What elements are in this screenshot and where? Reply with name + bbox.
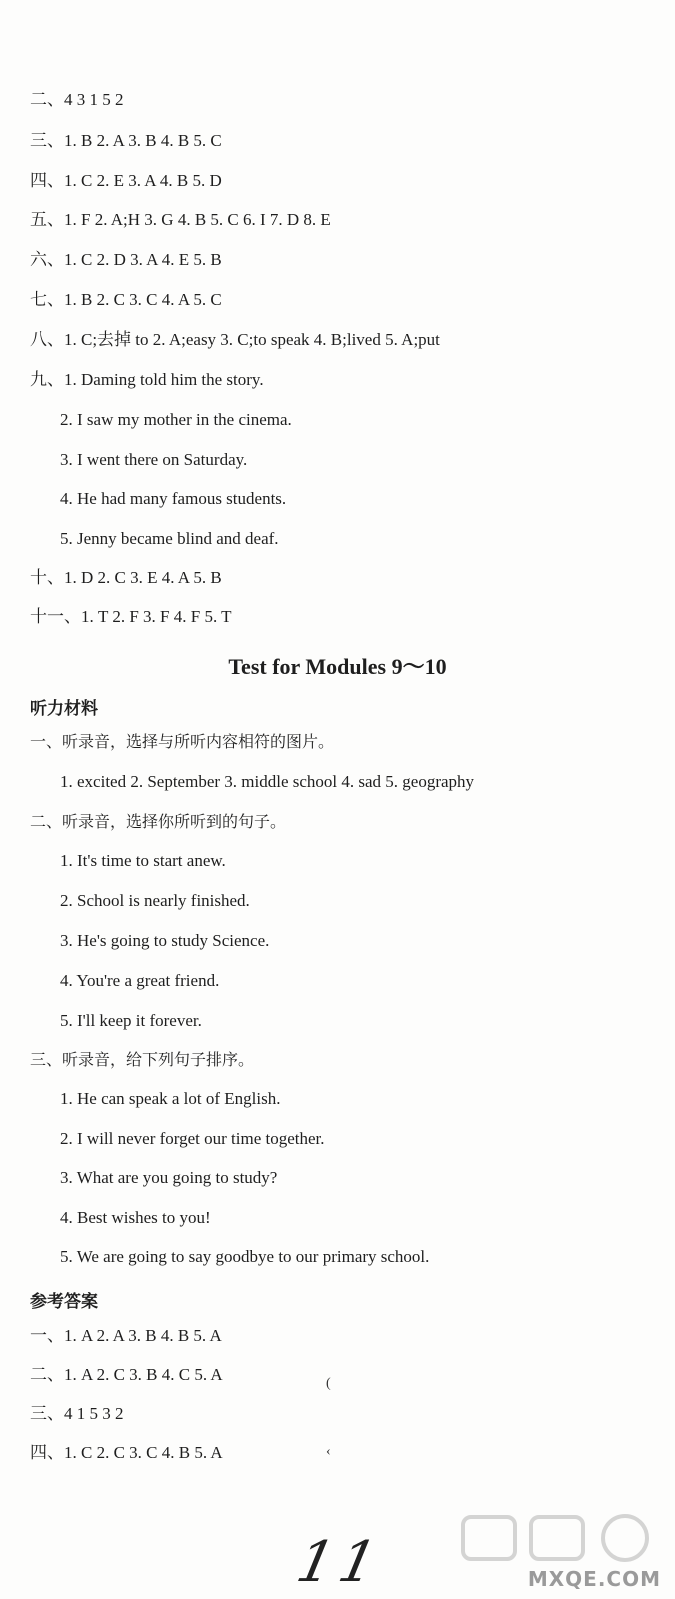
answers-heading: 参考答案	[30, 1292, 98, 1312]
test-title: Test for Modules 9～10	[228, 654, 447, 679]
listening-section-3-item-4: 4. Best wishes to you!	[60, 1208, 211, 1227]
answer-line-er-2: 二、1. A 2. C 3. B 4. C 5. A	[30, 1365, 223, 1384]
answer-line-jiu-3: 3. I went there on Saturday.	[60, 450, 248, 469]
listening-section-2-item-1: 1. It's time to start anew.	[60, 851, 226, 870]
answer-line-liu: 六、1. C 2. D 3. A 4. E 5. B	[30, 250, 222, 269]
answer-line-jiu-4: 4. He had many famous students.	[60, 489, 287, 508]
listening-section-1-items: 1. excited 2. September 3. middle school 4. sad 5. geography	[60, 772, 475, 791]
page-number: 11	[291, 1530, 389, 1595]
listening-section-3-item-2: 2. I will never forget our time together.	[60, 1129, 325, 1148]
listening-heading: 听力材料	[30, 699, 98, 719]
listening-section-2-title: 二、听录音，选择你所听到的句子。	[30, 812, 287, 831]
answer-line-san-2: 三、4 1 5 3 2	[30, 1404, 124, 1423]
answer-line-jiu-2: 2. I saw my mother in the cinema.	[60, 410, 292, 429]
answer-line-qi: 七、1. B 2. C 3. C 4. A 5. C	[30, 290, 222, 309]
answer-line-jiu-5: 5. Jenny became blind and deaf.	[60, 529, 279, 548]
answer-line-yi-2: 一、1. A 2. A 3. B 4. B 5. A	[30, 1326, 222, 1345]
answer-line-jiu: 九、1. Daming told him the story.	[30, 370, 264, 389]
listening-section-3-item-5: 5. We are going to say goodbye to our primary school.	[60, 1247, 430, 1266]
listening-section-3-title: 三、听录音，给下列句子排序。	[30, 1050, 255, 1069]
scan-mark: (	[326, 1376, 331, 1391]
listening-section-2-item-2: 2. School is nearly finished.	[60, 891, 250, 910]
listening-section-2-item-5: 5. I'll keep it forever.	[60, 1011, 202, 1030]
answer-line-san: 三、1. B 2. A 3. B 4. B 5. C	[30, 131, 222, 150]
answer-line-wu: 五、1. F 2. A;H 3. G 4. B 5. C 6. I 7. D 8. E	[30, 210, 331, 229]
scan-mark: ‹	[326, 1444, 331, 1459]
answer-line-shi: 十、1. D 2. C 3. E 4. A 5. B	[30, 568, 222, 587]
answer-line-er: 二、4 3 1 5 2	[30, 90, 124, 109]
listening-section-1-title: 一、听录音，选择与所听内容相符的图片。	[30, 732, 335, 751]
watermark-text: MXQE.COM	[527, 1567, 661, 1591]
answer-line-shiyi: 十一、1. T 2. F 3. F 4. F 5. T	[30, 607, 232, 626]
answer-line-si-2: 四、1. C 2. C 3. C 4. B 5. A	[30, 1443, 223, 1462]
listening-section-3-item-1: 1. He can speak a lot of English.	[60, 1089, 281, 1108]
listening-section-3-item-3: 3. What are you going to study?	[60, 1168, 278, 1187]
answer-line-ba: 八、1. C;去掉 to 2. A;easy 3. C;to speak 4. B;lived 5. A;put	[30, 330, 440, 349]
listening-section-2-item-3: 3. He's going to study Science.	[60, 931, 270, 950]
answer-line-si: 四、1. C 2. E 3. A 4. B 5. D	[30, 171, 222, 190]
listening-section-2-item-4: 4. You're a great friend.	[60, 971, 220, 990]
